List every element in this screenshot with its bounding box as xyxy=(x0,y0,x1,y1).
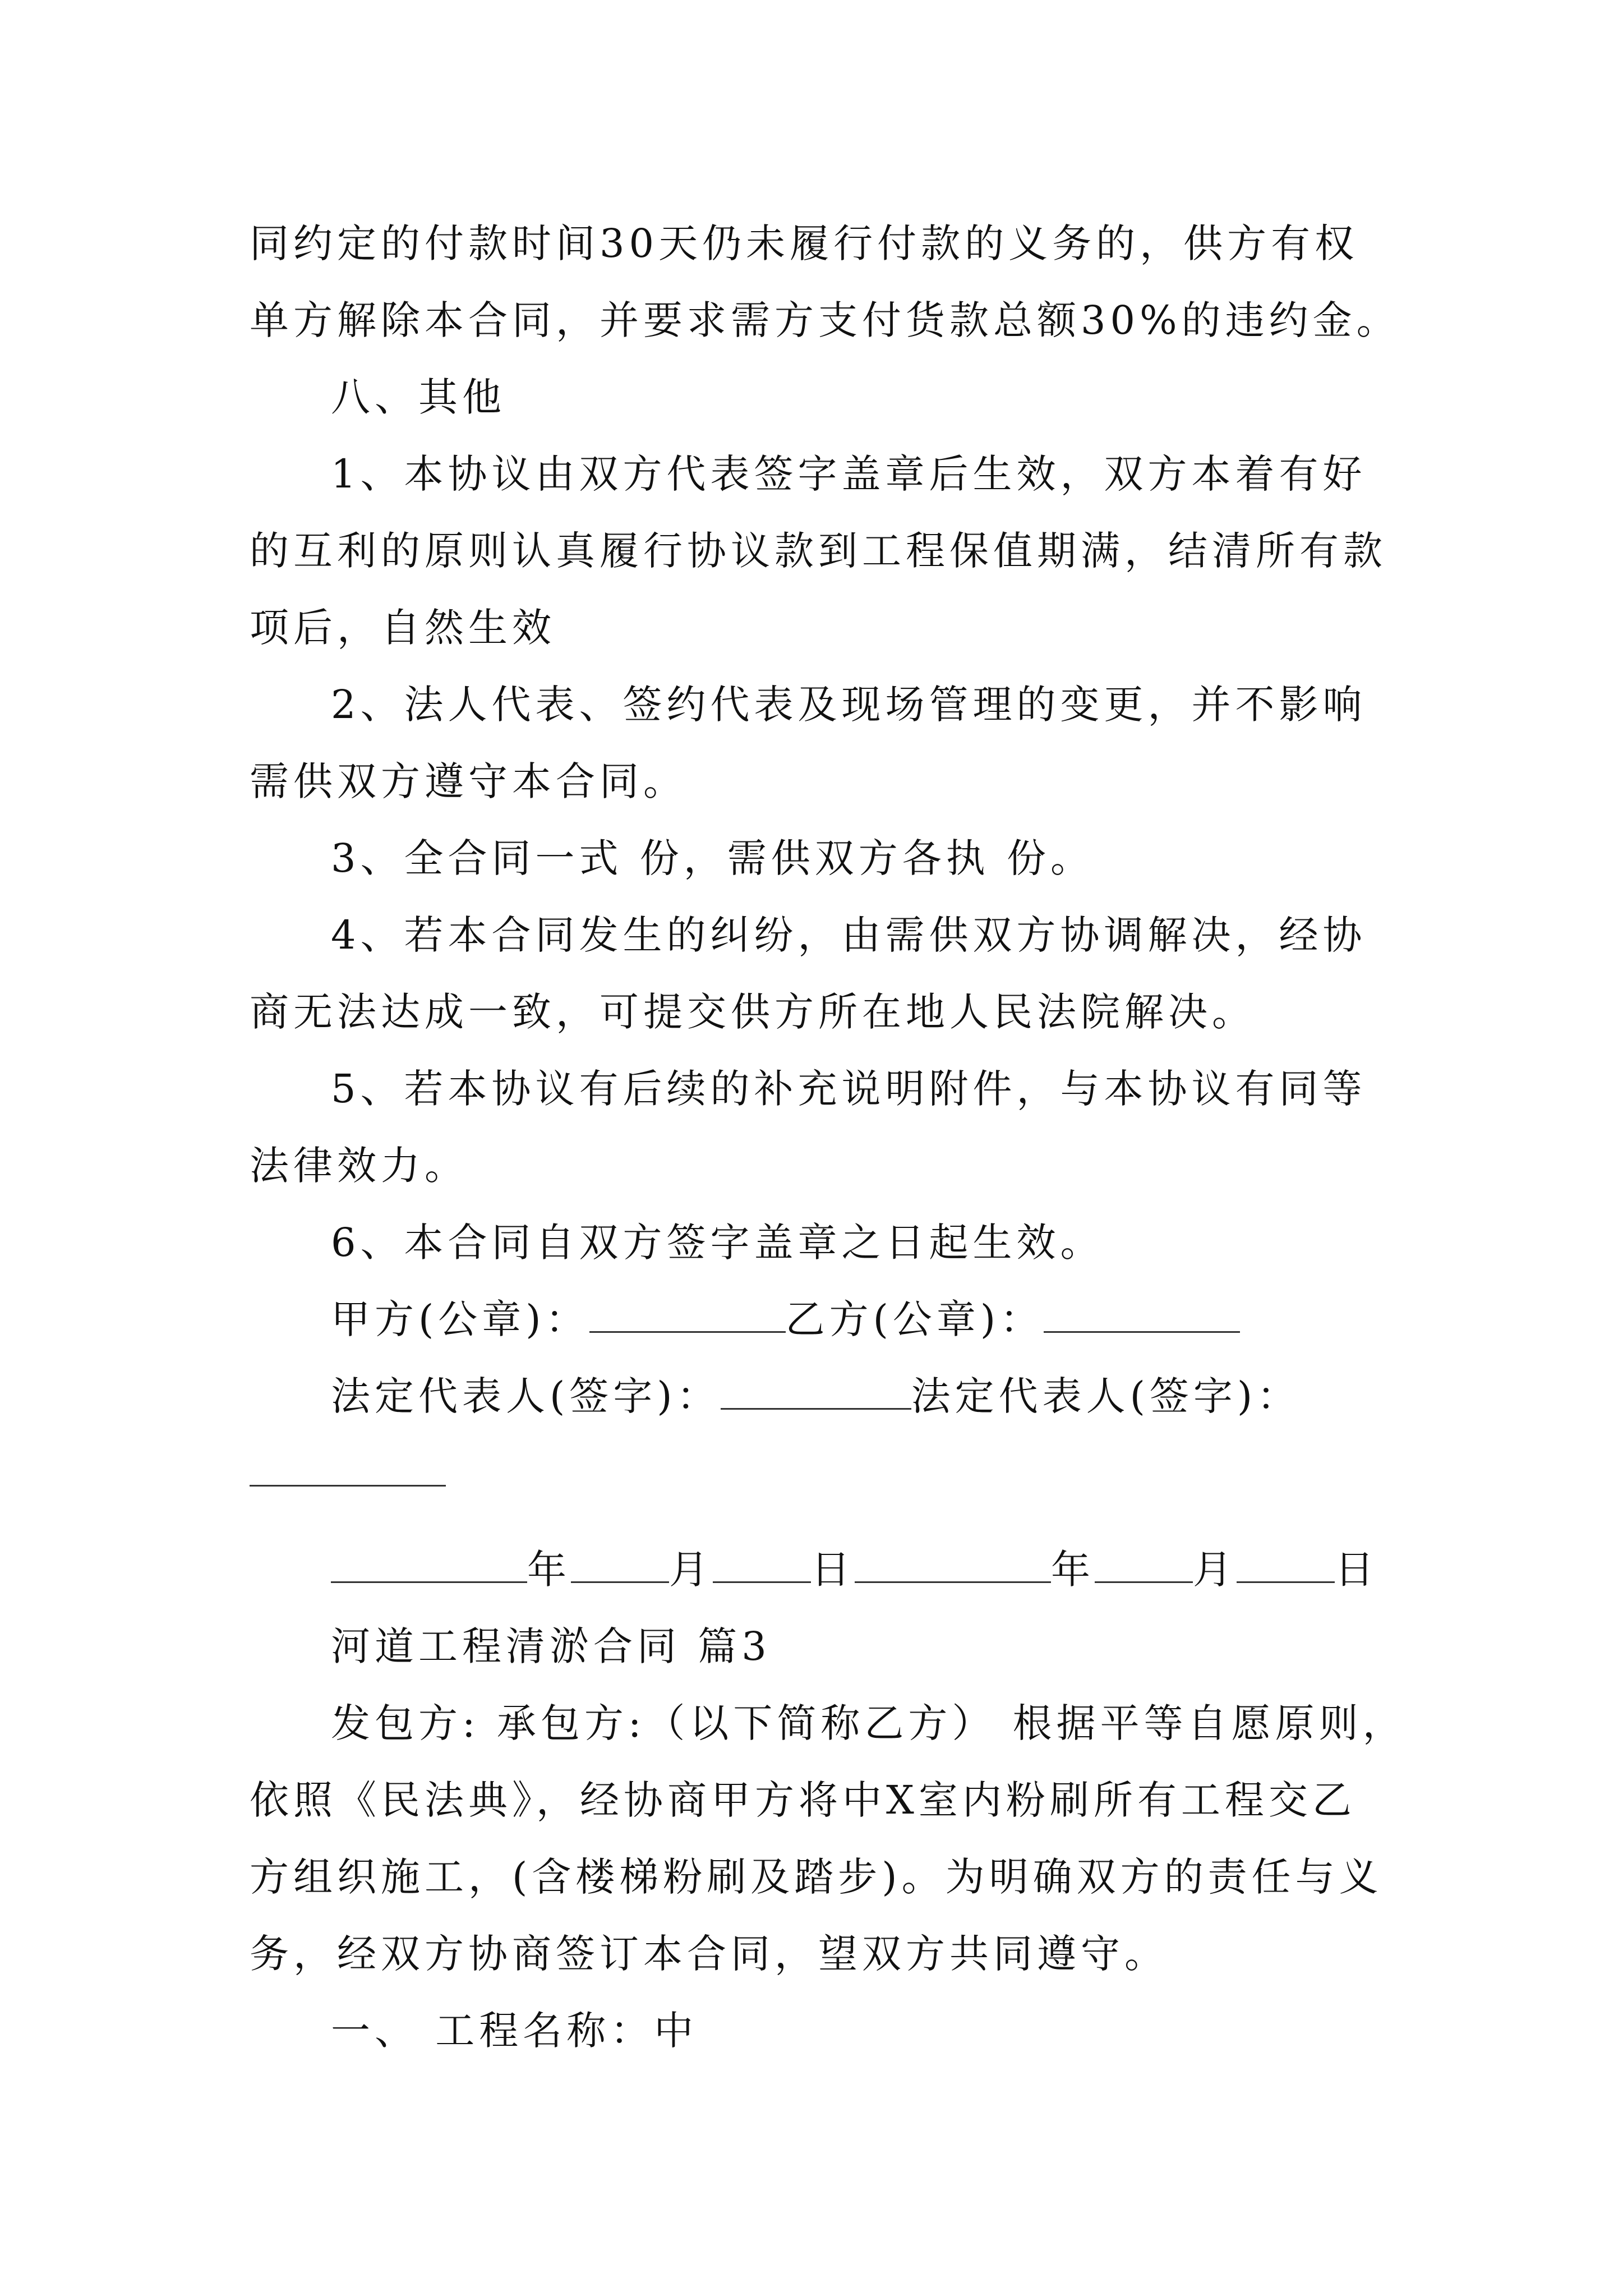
paragraph-line: 单方解除本合同，并要求需方支付货款总额30%的违约金。 xyxy=(250,297,1400,343)
clause-line: 商无法达成一致，可提交供方所在地人民法院解决。 xyxy=(250,989,1256,1035)
date-line xyxy=(331,1542,1378,1598)
clause-line: 的互利的原则认真履行协议款到工程保值期满，结清所有款 xyxy=(250,528,1387,574)
contract-paragraph-line: 方组织施工，(含楼梯粉刷及踏步)。为明确双方的责任与义 xyxy=(250,1854,1383,1900)
clause-line: 5、若本协议有后续的补充说明附件，与本协议有同等 xyxy=(331,1066,1367,1112)
party-a-seal-label: 甲方(公章)： xyxy=(331,1296,589,1342)
legal-rep-a-label: 法定代表人(签字)： xyxy=(331,1373,721,1419)
month-b-blank xyxy=(1095,1542,1193,1583)
day-a-label: 日 xyxy=(811,1547,855,1593)
month-b-label: 月 xyxy=(1193,1547,1237,1593)
seal-line xyxy=(331,1291,1240,1347)
contract-paragraph-line: 发包方: 承包方:（以下简称乙方） 根据平等自愿原则， xyxy=(331,1700,1407,1746)
contract-paragraph-line: 依照《民法典》，经协商甲方将中X室内粉刷所有工程交乙 xyxy=(250,1777,1356,1823)
year-a-blank xyxy=(331,1542,527,1583)
clause-line: 需供双方遵守本合同。 xyxy=(250,758,687,804)
section-heading: 八、其他 xyxy=(331,374,506,420)
clause-line: 1、本协议由双方代表签字盖章后生效，双方本着有好 xyxy=(331,451,1367,497)
clause-line: 项后，自然生效 xyxy=(250,605,556,651)
clause-line: 4、若本合同发生的纠纷，由需供双方协调解决，经协 xyxy=(331,912,1367,958)
day-b-label: 日 xyxy=(1335,1547,1378,1593)
clause-line: 3、全合同一式 份，需供双方各执 份。 xyxy=(331,835,1095,881)
legal-rep-b-blank-line xyxy=(250,1445,446,1501)
year-a-label: 年 xyxy=(527,1547,571,1593)
year-b-label: 年 xyxy=(1051,1547,1095,1593)
clause-line: 2、法人代表、签约代表及现场管理的变更，并不影响 xyxy=(331,682,1367,728)
clause-line: 6、本合同自双方签字盖章之日起生效。 xyxy=(331,1220,1104,1266)
legal-rep-line xyxy=(331,1368,1301,1424)
party-b-seal-label: 乙方(公章)： xyxy=(785,1296,1044,1342)
month-a-blank xyxy=(571,1542,669,1583)
clause-line: 法律效力。 xyxy=(250,1143,468,1189)
project-name-line: 一、 工程名称：中 xyxy=(331,2008,698,2054)
contract-paragraph-line: 务，经双方协商签订本合同，望双方共同遵守。 xyxy=(250,1931,1168,1977)
year-b-blank xyxy=(855,1542,1051,1583)
day-b-blank xyxy=(1237,1542,1335,1583)
legal-rep-b-label: 法定代表人(签字)： xyxy=(911,1373,1301,1419)
section-title: 河道工程清淤合同 篇3 xyxy=(331,1623,771,1669)
party-b-seal-blank xyxy=(1044,1292,1240,1333)
legal-rep-b-blank xyxy=(250,1446,446,1487)
party-a-seal-blank xyxy=(589,1292,786,1333)
legal-rep-a-blank xyxy=(721,1369,911,1410)
paragraph-line: 同约定的付款时间30天仍未履行付款的义务的，供方有权 xyxy=(250,220,1359,266)
day-a-blank xyxy=(713,1542,811,1583)
month-a-label: 月 xyxy=(669,1547,713,1593)
